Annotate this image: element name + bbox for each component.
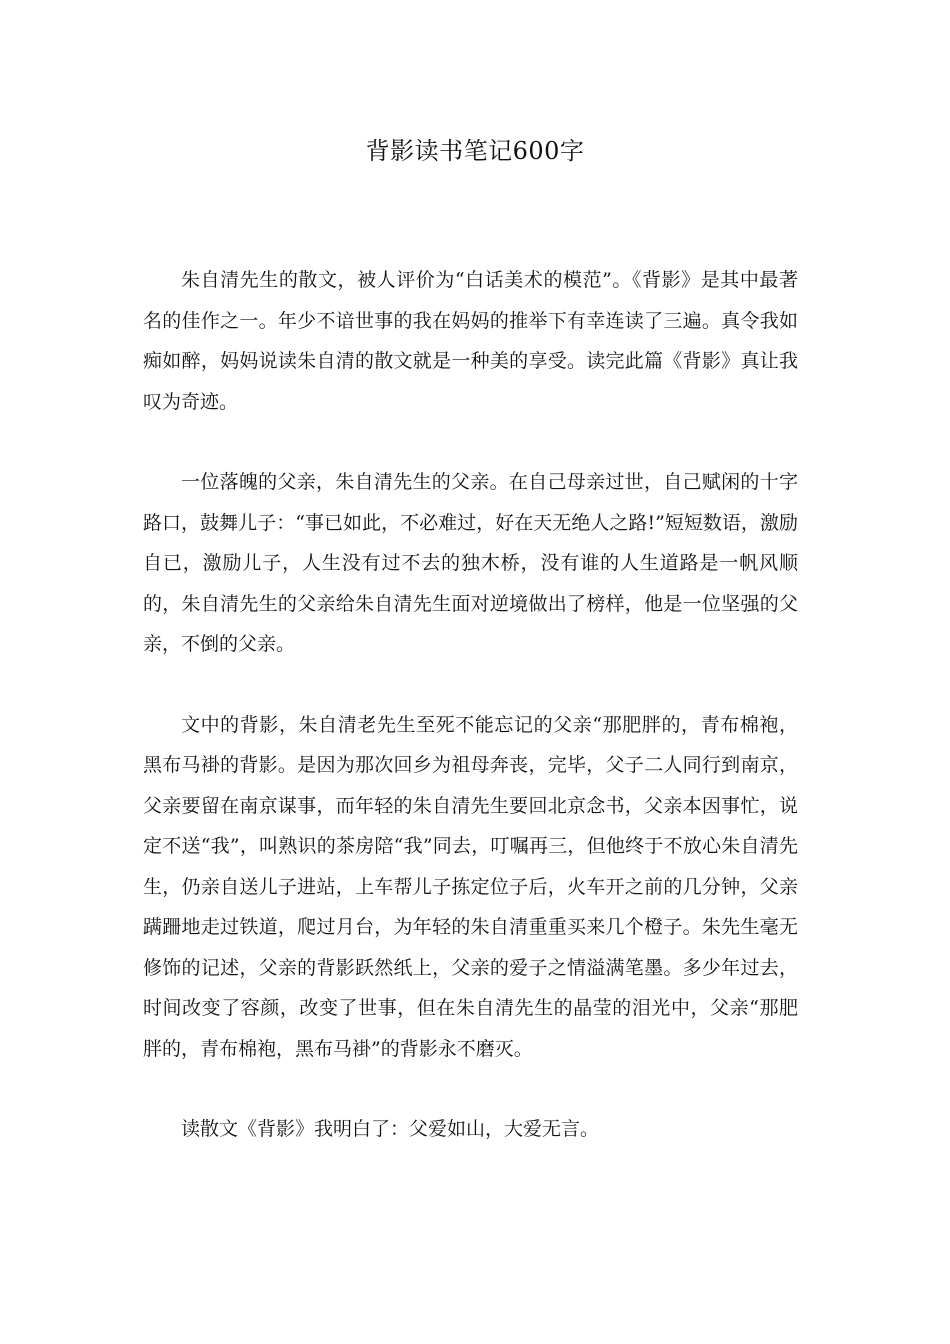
paragraph-2: 一位落魄的父亲，朱自清先生的父亲。在自己母亲过世，自己赋闲的十字路口，鼓舞儿子：“事已如此，不必难过，好在天无绝人之路!”短短数语，激励自已，激励儿子，人生没有过不去的独木桥，没有谁的人生道路是一帆风顺的，朱自清先生的父亲给朱自清先生面对逆境做出了榜样，他是一位坚强的父亲，不倒的父亲。 (143, 471, 798, 655)
document-title: 背影读书笔记600字 (365, 137, 585, 165)
paragraph-1: 朱自清先生的散文，被人评价为“白话美术的模范”。《背影》是其中最著名的佳作之一。年少不谙世事的我在妈妈的推举下有幸连读了三遍。真令我如痴如醉，妈妈说读朱自清的散文就是一种美的享受。读完此篇《背影》真让我叹为奇迹。 (143, 269, 798, 413)
document-body (143, 260, 798, 1150)
paragraph-4: 读散文《背影》我明白了：父爱如山，大爱无言。 (181, 1118, 600, 1140)
paragraph-3: 文中的背影，朱自清老先生至死不能忘记的父亲“那肥胖的，青布棉袍，黑布马褂的背影。是因为那次回乡为祖母奔丧，完毕，父子二人同行到南京，父亲要留在南京谋事，而年轻的朱自清先生要回北京念书，父亲本因事忙，说定不送“我”，叫熟识的茶房陪“我”同去，叮嘱再三，但他终于不放心朱自清先生，仍亲自送儿子进站，上车帮儿子拣定位子后，火车开之前的几分钟，父亲蹒跚地走过铁道，爬过月台，为年轻的朱自清重重买来几个橙子。朱先生毫无修饰的记述，父亲的背影跃然纸上，父亲的爱子之情溢满笔墨。多少年过去，时间改变了容颜，改变了世事，但在朱自清先生的晶莹的泪光中，父亲“那肥胖的，青布棉袍，黑布马褂”的背影永不磨灭。 (143, 713, 798, 1060)
